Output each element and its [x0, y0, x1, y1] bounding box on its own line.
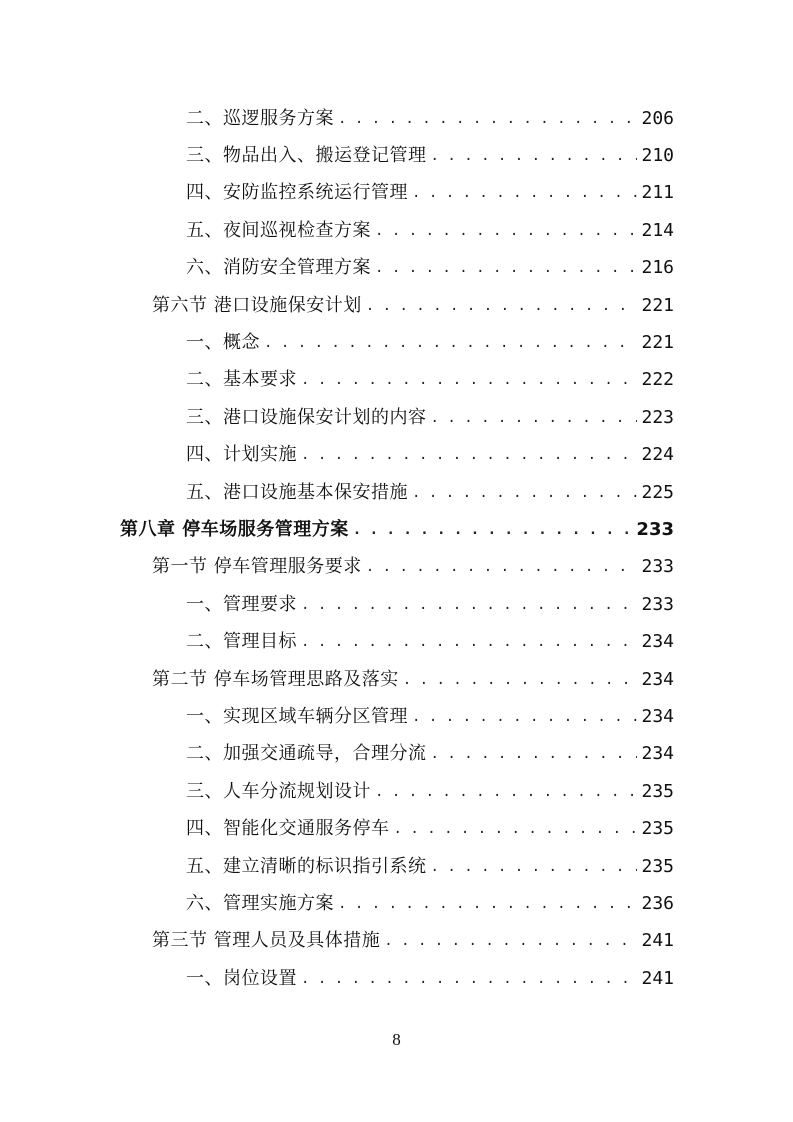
toc-entry-item[interactable] [0, 960, 793, 997]
toc-entry-item[interactable] [0, 810, 793, 847]
dot-leader [375, 256, 637, 280]
dot-leader [301, 967, 637, 991]
toc-entry-page: 235 [641, 818, 674, 840]
toc-entry-title: 四、安防监控系统运行管理 [186, 182, 408, 204]
toc-entry-page: 234 [641, 743, 674, 765]
toc-entry-section[interactable] [0, 923, 793, 960]
toc-entry-page: 216 [641, 257, 674, 279]
toc-entry-section[interactable] [0, 549, 793, 586]
dot-leader [384, 929, 637, 953]
toc-entry-page: 241 [641, 967, 674, 989]
toc-entry-title: 四、智能化交通服务停车 [186, 818, 390, 840]
toc-entry-item[interactable] [0, 362, 793, 399]
toc-entry-item[interactable] [0, 175, 793, 212]
page-number: 8 [392, 1030, 401, 1049]
toc-entry-chapter[interactable] [0, 511, 793, 548]
toc-entry-title: 五、夜间巡视检查方案 [186, 219, 371, 241]
dot-leader [353, 518, 633, 542]
dot-leader [366, 294, 638, 318]
dot-leader [301, 368, 637, 392]
toc-entry-page: 214 [641, 219, 674, 241]
toc-entry-item[interactable] [0, 399, 793, 436]
dot-leader [431, 406, 638, 430]
toc-entry-page: 222 [641, 369, 674, 391]
dot-leader [301, 593, 637, 617]
toc-entry-item[interactable] [0, 474, 793, 511]
toc-entry-item[interactable] [0, 848, 793, 885]
toc-entry-title: 第八章 停车场服务管理方案 [120, 518, 349, 540]
toc-entry-item[interactable] [0, 885, 793, 922]
toc-entry-item[interactable] [0, 736, 793, 773]
toc-entry-item[interactable] [0, 137, 793, 174]
dot-leader [301, 443, 637, 467]
toc-entry-item[interactable] [0, 586, 793, 623]
toc-entry-title: 一、实现区域车辆分区管理 [186, 705, 408, 727]
dot-leader [431, 855, 638, 879]
dot-leader [375, 219, 637, 243]
toc-entry-page: 233 [641, 556, 674, 578]
toc-entry-title: 二、加强交通疏导，合理分流 [186, 743, 427, 765]
toc-entry-title: 六、消防安全管理方案 [186, 257, 371, 279]
toc-entry-title: 五、建立清晰的标识指引系统 [186, 855, 427, 877]
toc-entry-page: 221 [641, 294, 674, 316]
toc-entry-title: 三、港口设施保安计划的内容 [186, 406, 427, 428]
toc-entry-title: 三、人车分流规划设计 [186, 780, 371, 802]
toc-entry-page: 241 [641, 930, 674, 952]
dot-leader [403, 668, 638, 692]
toc-entry-item[interactable] [0, 773, 793, 810]
toc-entry-page: 221 [641, 332, 674, 354]
dot-leader [264, 331, 637, 355]
toc-entry-title: 第一节 停车管理服务要求 [152, 556, 362, 578]
toc-entry-page: 234 [641, 631, 674, 653]
toc-entry-item[interactable] [0, 623, 793, 660]
toc-entry-title: 一、岗位设置 [186, 967, 297, 989]
toc-entry-item[interactable] [0, 250, 793, 287]
dot-leader [412, 705, 637, 729]
toc-entry-title: 二、基本要求 [186, 369, 297, 391]
dot-leader [412, 181, 637, 205]
toc-entry-item[interactable] [0, 324, 793, 361]
toc-entry-item[interactable] [0, 100, 793, 137]
toc-entry-title: 五、港口设施基本保安措施 [186, 481, 408, 503]
toc-entry-page: 223 [641, 406, 674, 428]
toc-entry-page: 234 [641, 668, 674, 690]
dot-leader [301, 630, 637, 654]
toc-entry-page: 236 [641, 892, 674, 914]
toc-entry-page: 235 [641, 855, 674, 877]
toc-entry-title: 第六节 港口设施保安计划 [152, 294, 362, 316]
toc-entry-title: 一、管理要求 [186, 593, 297, 615]
toc-entry-title: 一、概念 [186, 332, 260, 354]
toc-entry-section[interactable] [0, 661, 793, 698]
dot-leader [366, 555, 638, 579]
toc-entry-section[interactable] [0, 287, 793, 324]
toc-entry-page: 225 [641, 481, 674, 503]
toc-entry-title: 第二节 停车场管理思路及落实 [152, 668, 399, 690]
dot-leader [431, 144, 638, 168]
table-of-contents [0, 100, 793, 997]
dot-leader [431, 742, 638, 766]
toc-entry-title: 二、巡逻服务方案 [186, 107, 334, 129]
toc-entry-page: 224 [641, 444, 674, 466]
toc-entry-item[interactable] [0, 212, 793, 249]
toc-entry-title: 四、计划实施 [186, 444, 297, 466]
toc-entry-page: 235 [641, 780, 674, 802]
toc-entry-title: 三、物品出入、搬运登记管理 [186, 145, 427, 167]
toc-entry-page: 234 [641, 705, 674, 727]
dot-leader [375, 780, 637, 804]
dot-leader [338, 892, 637, 916]
toc-entry-page: 206 [641, 107, 674, 129]
dot-leader [394, 817, 638, 841]
dot-leader [338, 107, 637, 131]
toc-entry-page: 210 [641, 145, 674, 167]
toc-entry-page: 233 [641, 593, 674, 615]
toc-entry-title: 第三节 管理人员及具体措施 [152, 930, 381, 952]
toc-entry-item[interactable] [0, 437, 793, 474]
toc-entry-page: 233 [636, 518, 674, 540]
toc-entry-title: 二、管理目标 [186, 631, 297, 653]
toc-entry-title: 六、管理实施方案 [186, 892, 334, 914]
dot-leader [412, 481, 637, 505]
toc-entry-item[interactable] [0, 698, 793, 735]
toc-entry-page: 211 [641, 182, 674, 204]
